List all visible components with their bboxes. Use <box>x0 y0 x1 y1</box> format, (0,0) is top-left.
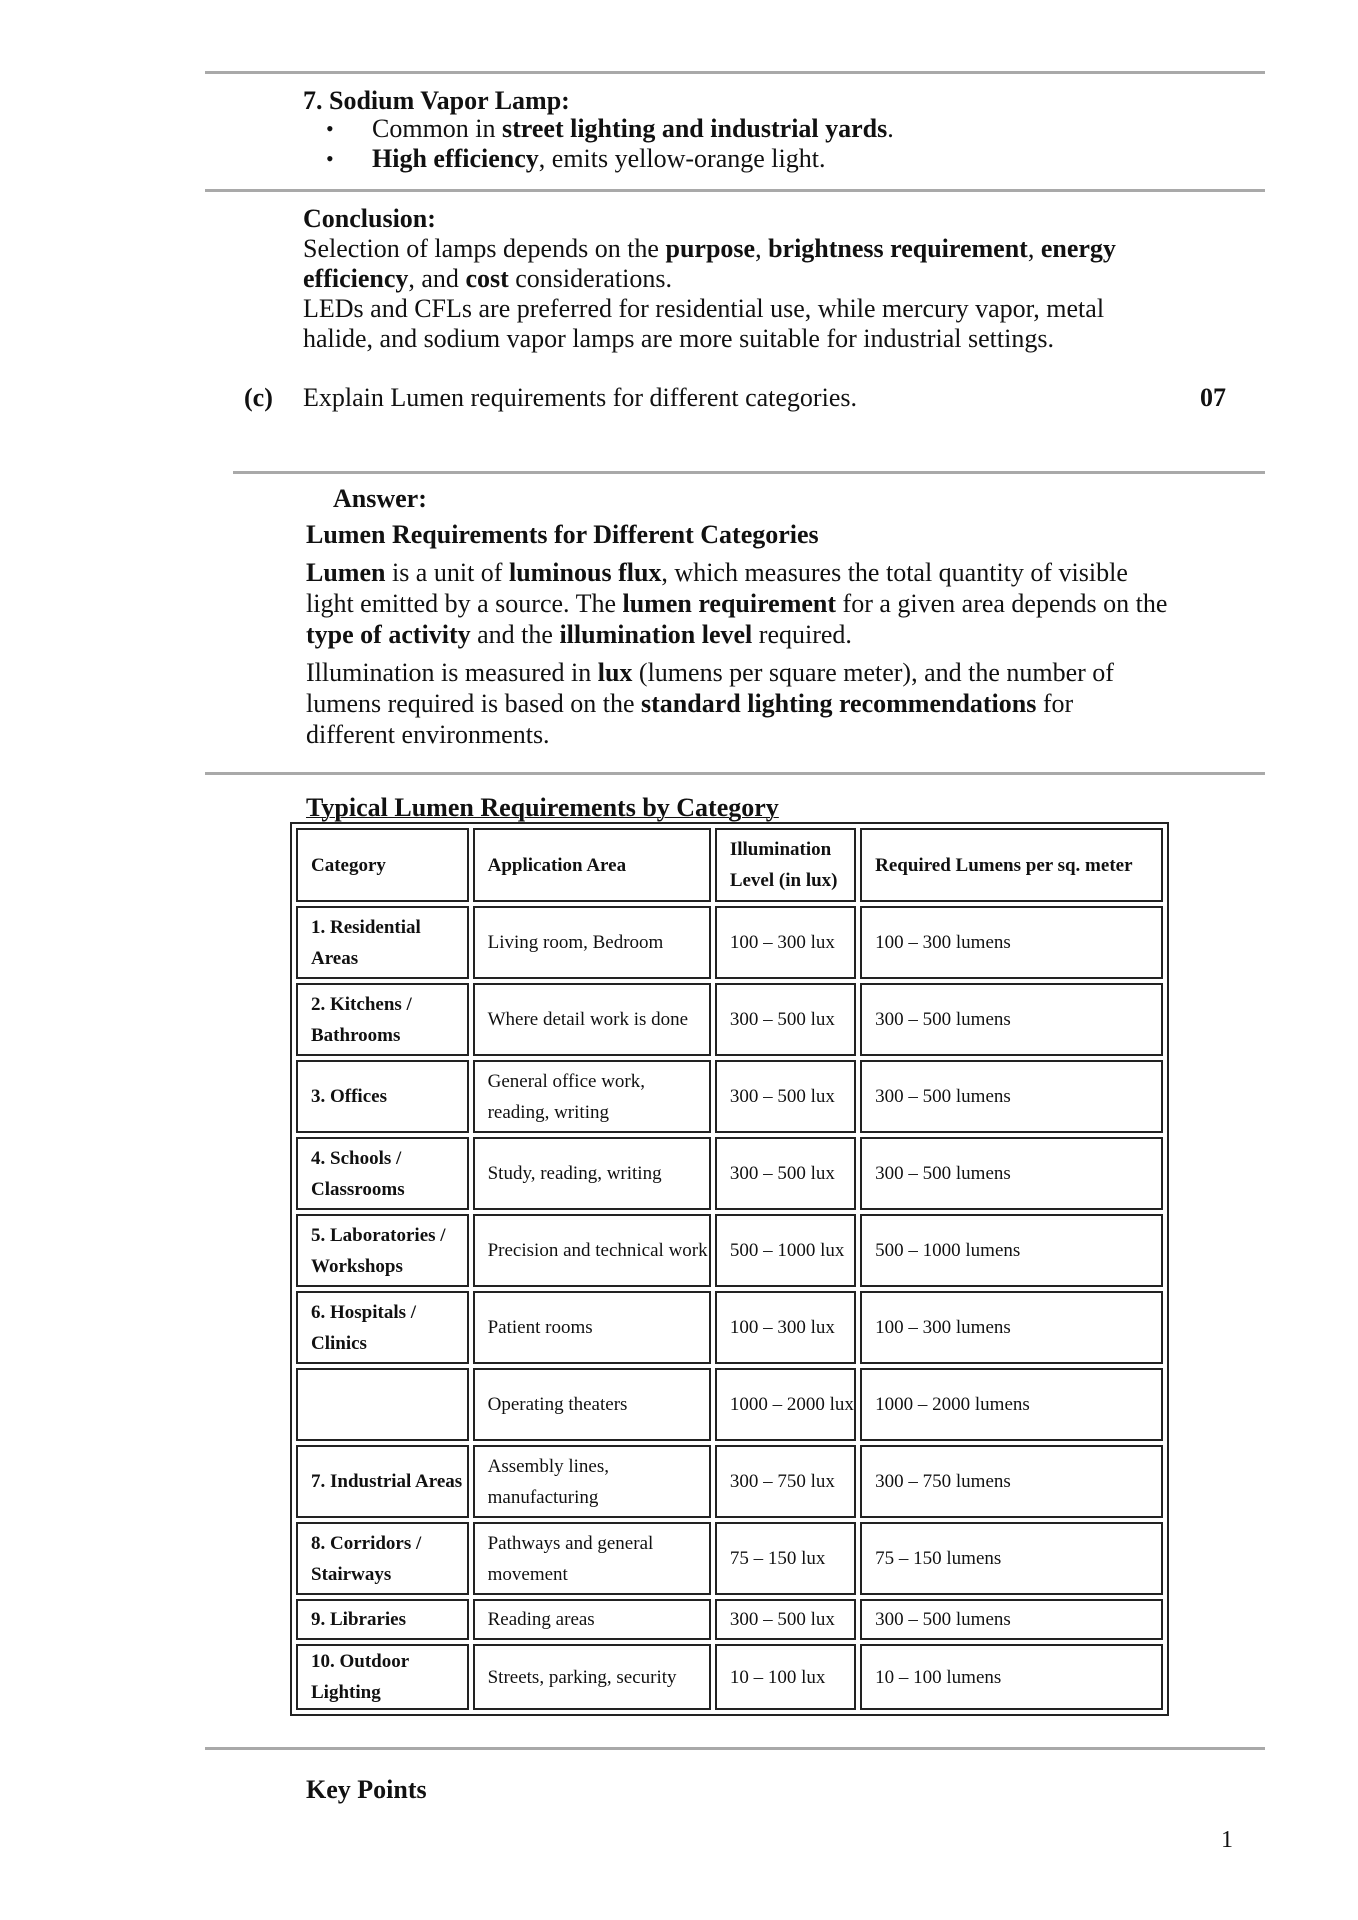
category-cell: 4. Schools / Classrooms <box>296 1137 469 1210</box>
table-row <box>296 1522 1163 1595</box>
lumens-cell: 100 – 300 lumens <box>860 1291 1163 1364</box>
column-header: Application Area <box>473 828 711 902</box>
key-points-heading: Key Points <box>306 1775 427 1804</box>
table-row <box>296 1644 1163 1710</box>
divider <box>205 772 1265 775</box>
answer-label: Answer: <box>333 484 427 513</box>
application-cell: Reading areas <box>473 1599 711 1640</box>
lumen-requirements-table <box>290 822 1169 1716</box>
lumens-cell: 300 – 500 lumens <box>860 1599 1163 1640</box>
illumination-cell: 300 – 750 lux <box>715 1445 856 1518</box>
lumens-cell: 300 – 500 lumens <box>860 1060 1163 1133</box>
application-cell: General office work, reading, writing <box>473 1060 711 1133</box>
application-cell: Study, reading, writing <box>473 1137 711 1210</box>
table-row <box>296 1137 1163 1210</box>
illumination-cell: 300 – 500 lux <box>715 1137 856 1210</box>
category-cell: 3. Offices <box>296 1060 469 1133</box>
table-row <box>296 1214 1163 1287</box>
application-cell: Streets, parking, security <box>473 1644 711 1710</box>
application-cell: Where detail work is done <box>473 983 711 1056</box>
column-header: Required Lumens per sq. meter <box>860 828 1163 902</box>
table-row <box>296 1060 1163 1133</box>
question-text: Explain Lumen requirements for different categories. <box>303 383 857 412</box>
divider <box>205 189 1265 192</box>
application-cell: Assembly lines, manufacturing <box>473 1445 711 1518</box>
section-heading: 7. Sodium Vapor Lamp: <box>303 86 570 115</box>
category-cell: 8. Corridors / Stairways <box>296 1522 469 1595</box>
application-cell: Operating theaters <box>473 1368 711 1441</box>
list-item: • Common in street lighting and industrial yards. <box>350 114 894 144</box>
lumens-cell: 10 – 100 lumens <box>860 1644 1163 1710</box>
illumination-cell: 300 – 500 lux <box>715 983 856 1056</box>
conclusion-heading: Conclusion: <box>303 204 436 233</box>
table-row <box>296 983 1163 1056</box>
divider <box>205 1747 1265 1750</box>
lumens-cell: 300 – 500 lumens <box>860 1137 1163 1210</box>
lumens-cell: 1000 – 2000 lumens <box>860 1368 1163 1441</box>
list-item: • High efficiency, emits yellow-orange light. <box>350 144 894 174</box>
category-cell: 9. Libraries <box>296 1599 469 1640</box>
table-row <box>296 1599 1163 1640</box>
table-row <box>296 1368 1163 1441</box>
question-marks: 07 <box>1200 383 1226 412</box>
question-label: (c) <box>244 383 273 412</box>
illumination-cell: 300 – 500 lux <box>715 1060 856 1133</box>
lumens-cell: 100 – 300 lumens <box>860 906 1163 979</box>
table-row <box>296 906 1163 979</box>
lumens-cell: 300 – 500 lumens <box>860 983 1163 1056</box>
application-cell: Patient rooms <box>473 1291 711 1364</box>
column-header: Category <box>296 828 469 902</box>
answer-paragraph-1: Lumen is a unit of luminous flux, which measures the total quantity of visible light emitted by a source. The lumen requirement for a given area depends on the type of activity and the illumination level required. <box>306 558 1168 649</box>
bullet-list <box>350 114 894 174</box>
table-row <box>296 1291 1163 1364</box>
application-cell: Living room, Bedroom <box>473 906 711 979</box>
illumination-cell: 1000 – 2000 lux <box>715 1368 856 1441</box>
category-cell: 1. Residential Areas <box>296 906 469 979</box>
illumination-cell: 500 – 1000 lux <box>715 1214 856 1287</box>
category-cell <box>296 1368 469 1441</box>
divider <box>233 471 1265 474</box>
category-cell: 6. Hospitals / Clinics <box>296 1291 469 1364</box>
table-title: Typical Lumen Requirements by Category <box>306 793 779 822</box>
application-cell: Pathways and general movement <box>473 1522 711 1595</box>
answer-title: Lumen Requirements for Different Categories <box>306 520 819 549</box>
illumination-cell: 300 – 500 lux <box>715 1599 856 1640</box>
answer-paragraph-2: Illumination is measured in lux (lumens per square meter), and the number of lumens required is based on the standard lighting recommendations for different environments. <box>306 658 1114 749</box>
conclusion-paragraph: Selection of lamps depends on the purpose, brightness requirement, energy efficiency, and cost considerations. <box>303 234 1116 293</box>
category-cell: 7. Industrial Areas <box>296 1445 469 1518</box>
page-number: 1 <box>1221 1827 1233 1853</box>
lumens-cell: 75 – 150 lumens <box>860 1522 1163 1595</box>
application-cell: Precision and technical work <box>473 1214 711 1287</box>
category-cell: 2. Kitchens / Bathrooms <box>296 983 469 1056</box>
column-header: Illumination Level (in lux) <box>715 828 856 902</box>
divider <box>205 71 1265 74</box>
category-cell: 5. Laboratories / Workshops <box>296 1214 469 1287</box>
illumination-cell: 75 – 150 lux <box>715 1522 856 1595</box>
conclusion-paragraph-2: LEDs and CFLs are preferred for residential use, while mercury vapor, metal halide, and sodium vapor lamps are more suitable for industrial settings. <box>303 294 1105 353</box>
table-row <box>296 1445 1163 1518</box>
lumens-cell: 500 – 1000 lumens <box>860 1214 1163 1287</box>
category-cell: 10. Outdoor Lighting <box>296 1644 469 1710</box>
table-header-row <box>296 828 1163 902</box>
illumination-cell: 100 – 300 lux <box>715 1291 856 1364</box>
lumens-cell: 300 – 750 lumens <box>860 1445 1163 1518</box>
illumination-cell: 10 – 100 lux <box>715 1644 856 1710</box>
illumination-cell: 100 – 300 lux <box>715 906 856 979</box>
